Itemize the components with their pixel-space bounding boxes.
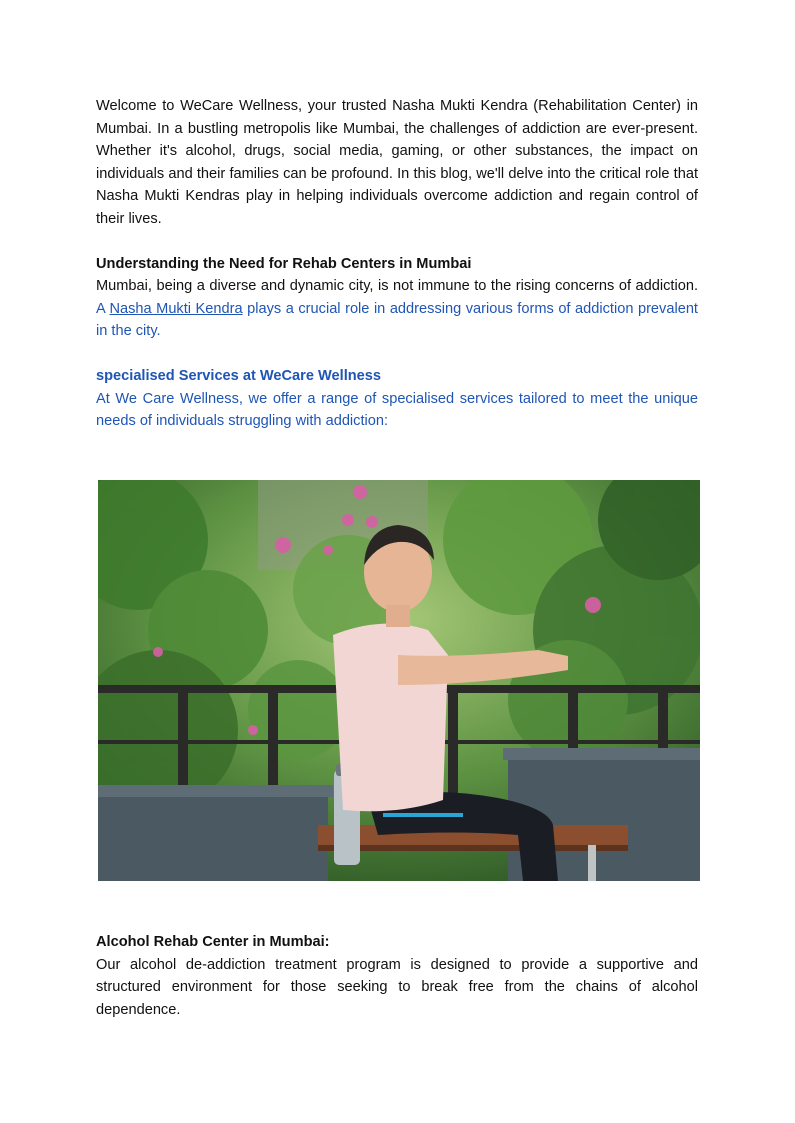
- spacer: [96, 230, 698, 253]
- need-suffix: plays a crucial role in addressing various forms of addiction prevalent in the city.: [96, 300, 698, 339]
- alcohol-section: [96, 931, 698, 1021]
- need-line-1: Mumbai, being a diverse and dynamic city, is not immune to the rising concerns of addiction.: [96, 278, 698, 294]
- need-prefix: A: [96, 300, 110, 317]
- alcohol-paragraph: Our alcohol de-addiction treatment program is designed to provide a supportive and structured environment for those seeking to break free from the chains of alcohol dependence.: [96, 956, 698, 1018]
- services-heading: specialised Services at WeCare Wellness: [96, 368, 382, 384]
- spacer: [96, 343, 698, 366]
- alcohol-heading: Alcohol Rehab Center in Mumbai:: [96, 934, 330, 950]
- intro-paragraph: Welcome to WeCare Wellness, your trusted Nasha Mukti Kendra (Rehabilitation Center) in Mumbai. In a bustling metropolis like Mumbai, the challenges of addiction are ever-present. Whether it's alcohol, drugs, social media, gaming, or other substances, the impact on individuals and their families can be profound. In this blog, we'll delve into the critical role that Nasha Mukti Kendras play in helping individuals overcome addiction and regain control of their lives.: [96, 98, 698, 227]
- woman-seated-stretching-photo: [98, 480, 700, 881]
- services-paragraph: At We Care Wellness, we offer a range of specialised services tailored to meet the unique needs of individuals struggling with addiction:: [96, 390, 698, 429]
- need-heading: Understanding the Need for Rehab Centers in Mumbai: [96, 255, 472, 272]
- document-body: [96, 95, 698, 433]
- nasha-mukti-kendra-link[interactable]: Nasha Mukti Kendra: [109, 300, 243, 317]
- need-paragraph: [96, 275, 698, 343]
